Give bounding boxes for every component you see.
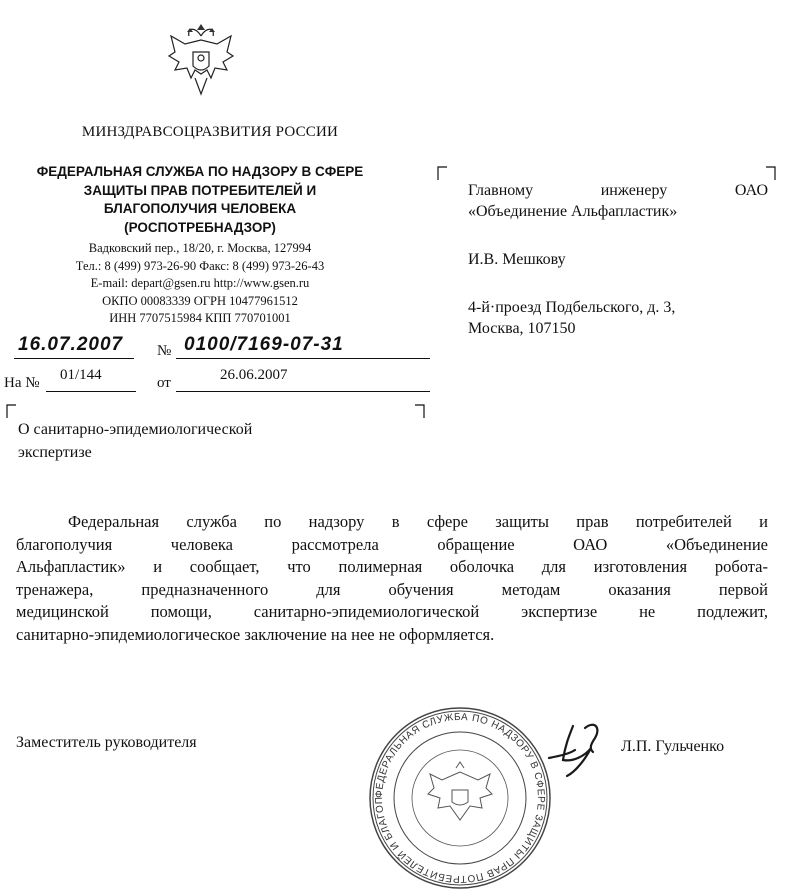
- date-underline: [14, 357, 134, 359]
- number-underline: [176, 357, 430, 359]
- subject-line: экспертизе: [18, 444, 92, 461]
- reply-date: 26.06.2007: [220, 367, 288, 383]
- agency-name: [10, 163, 390, 237]
- recipient-company: «Объединение Альфапластик»: [468, 203, 678, 220]
- agency-line: ФЕДЕРАЛЬНАЯ СЛУЖБА ПО НАДЗОРУ В СФЕРЕ: [36, 164, 364, 179]
- subject-line: О санитарно-эпидемиологической: [18, 421, 253, 438]
- stamp-text: ФЕДЕРАЛЬНАЯ СЛУЖБА ПО НАДЗОРУ В СФЕРЕ ЗАЩИТЫ ПРАВ ПОТРЕБИТЕЛЕЙ И БЛАГОП: [373, 711, 547, 885]
- official-stamp: [368, 706, 552, 890]
- signatory-name: Л.П. Гульченко: [621, 738, 725, 755]
- recipient-position: Главному инженеру ОАО: [468, 182, 768, 199]
- reply-date-underline: [176, 390, 430, 392]
- contact-line: ИНН 7707515984 КПП 770701001: [109, 311, 291, 325]
- body-line: благополучия человека рассмотрела обращение ОАО «Объединение: [16, 534, 768, 554]
- contact-line: ОКПО 00083339 ОГРН 10477961512: [102, 293, 298, 308]
- recipient-block: [468, 180, 768, 339]
- recipient-address-line: 4-й·проезд Подбельского, д. 3,: [468, 299, 676, 316]
- corner-mark-icon: [766, 166, 776, 180]
- body-line: медицинской помощи, санитарно-эпидемиологической экспертизе не подлежит,: [16, 602, 768, 621]
- outgoing-date: 16.07.2007: [18, 334, 124, 355]
- coat-of-arms-icon: [165, 22, 237, 106]
- signatory-title: Заместитель руководителя: [16, 734, 197, 751]
- body-line: Альфапластик» и сообщает, что полимерная оболочка для изготовления робота-: [16, 557, 768, 576]
- subject-block: [18, 418, 348, 464]
- recipient-name: И.В. Мешкову: [468, 251, 566, 268]
- contact-line: E-mail: depart@gsen.ru http://www.gsen.ru: [90, 276, 310, 290]
- body-line: Федеральная служба по надзору в сфере защиты прав потребителей и: [68, 512, 768, 531]
- agency-line: БЛАГОПОЛУЧИЯ ЧЕЛОВЕКА: [103, 201, 297, 216]
- corner-mark-icon: [437, 166, 447, 180]
- contact-line: Вадковский пер., 18/20, г. Москва, 127994: [88, 241, 312, 255]
- agency-contacts: [10, 240, 390, 328]
- handwritten-signature: [545, 716, 615, 782]
- reply-label: На №: [4, 375, 40, 391]
- from-label: от: [157, 375, 171, 391]
- recipient-address-line: Москва, 107150: [468, 320, 576, 337]
- agency-line: (РОСПОТРЕБНАДЗОР): [124, 219, 276, 235]
- reply-underline: [46, 390, 136, 392]
- number-label: №: [157, 343, 172, 359]
- corner-mark-icon: [6, 404, 16, 418]
- agency-line: ЗАЩИТЫ ПРАВ ПОТРЕБИТЕЛЕЙ И: [83, 182, 317, 198]
- body-line: санитарно-эпидемиологическое заключение на нее не оформляется.: [16, 624, 495, 644]
- letter-body: [16, 511, 768, 646]
- svg-text:ФЕДЕРАЛЬНАЯ СЛУЖБА ПО НАДЗОРУ: [368, 706, 546, 884]
- body-line: тренажера, предназначенного для обучения методам оказания первой: [16, 579, 768, 599]
- corner-mark-icon: [415, 404, 425, 418]
- contact-line: Тел.: 8 (499) 973-26-90 Факс: 8 (499) 973-26-43: [75, 258, 325, 273]
- reply-number: 01/144: [60, 367, 102, 383]
- outgoing-number: 0100/7169-07-31: [184, 334, 344, 355]
- ministry-name: МИНЗДРАВСОЦРАЗВИТИЯ РОССИИ: [81, 124, 339, 140]
